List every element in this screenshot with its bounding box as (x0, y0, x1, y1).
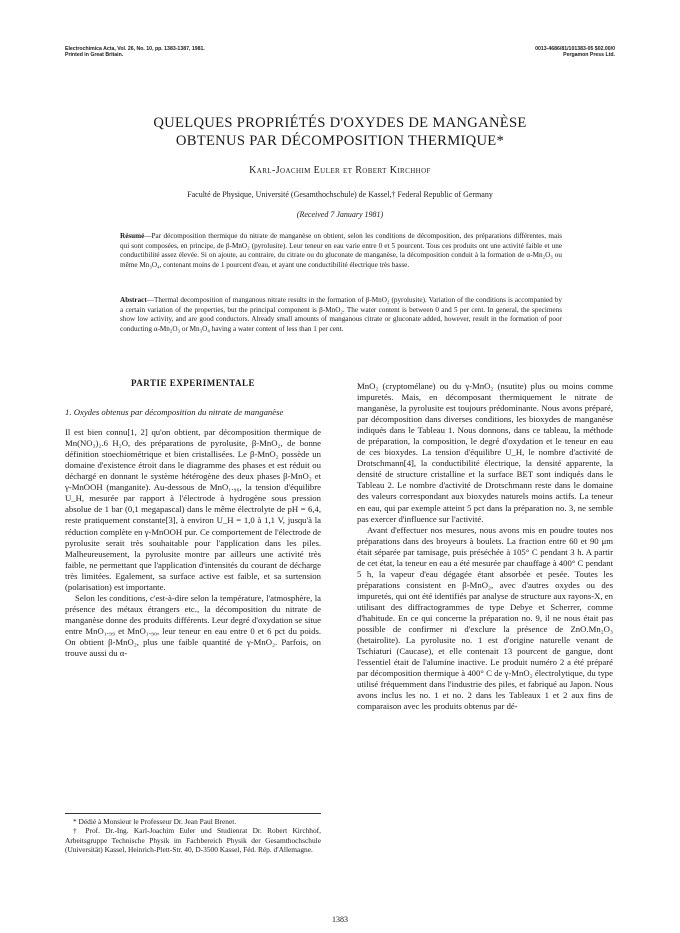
body-paragraph: Il est bien connu[1, 2] qu'on obtient, par décomposition thermique de Mn(NO₃)₂.6 H₂O, des préparations de pyrolusite, β-MnO₂, de bonne définition stoechiométrique et bien cristallisées. Le β-MnO₂ possède un domaine d'existence étroit dans le diagramme des phases et est réduit ou déchargé en donnant le système hétérogène des deux phases β-MnO₂ et γ-MnOOH (manganite). Au-dessous de MnO₁.₉₆, la tension d'équilibre U_H, mesurée par rapport à l'électrode à hydrogène sous pression absolue de 1 bar (0,1 megapascal) dans le même électrolyte de pH = 6,4, reste pratiquement constante[3], à environ U_H = 1,0 à 1,1 V, jusqu'à la réduction complète en γ-MnOOH pur. Ce comportement de l'électrode de pyrolusite serait très souhaitable pour l'application dans les piles. Malheureusement, la pyrolusite montre par ailleurs une activité très faible, ne permettant que l'application d'intensités du courant de décharge très limitées. Egalement, sa surface active est faible, et sa surtension (polarisation) est importante. (65, 427, 321, 592)
printed-in-line: Printed in Great Britain. (65, 52, 124, 59)
authors: Karl-Joachim Euler et Robert Kirchhof (249, 165, 431, 176)
footnotes (65, 813, 321, 855)
right-column (357, 381, 613, 712)
footnote-rule (65, 813, 321, 814)
abstract-french-text: —Par décomposition thermique du nitrate de manganèse on obtient, selon les conditions de décomposition, des préparations différentes, mais qui sont composées, en principe, de β-MnO₂ (pyrolusite). Leur teneur en eau varie entre 0 et 5 pourcent. Tous ces produits ont une activité faible et une conductibilité assez élevée. Si on ajoute, au contraire, du citrate ou du gluconate de manganèse, la décomposition conduit à la formation de α-Mn₂O₃ ou même Mn₃O₄, contenant moins de 1 pourcent d'eau, et ayant une conductibilité électrique très basse. (120, 232, 562, 269)
journal-citation (65, 46, 205, 58)
abstract-french-lead: Résumé (120, 232, 145, 240)
issn-line: 0013-4686/81/101383-05 $02.00/0 (535, 46, 615, 52)
subsection-heading: 1. Oxydes obtenus par décomposition du nitrate de manganèse (65, 407, 284, 418)
received-date: (Received 7 January 1981) (296, 210, 384, 219)
abstract-english-lead: Abstract (120, 296, 147, 304)
body-paragraph: Avant d'effectuer nos mesures, nous avons mis en poudre toutes nos préparations dans des broyeurs à boulets. La fraction entre 60 et 90 μm était séparée par tamisage, puis préséchée à 105° C pendant 3 h. A partir de cet état, la teneur en eau a été mesurée par chauffage à 400° C pendant 5 h, la vapeur d'eau dégagée étant absorbée et pesée. Toutes les préparations consistent en β-MnO₂, avec d'autres oxydes ou des impuretés, qui ont été identifiés par analyse de structure aux rayons-X, en utilisant des diffractogrammes de type Debye et Scherrer, comme d'habitude. En ce qui concerne la préparation no. 9, il ne nous était pas possible de confirmer ni d'exclure la présence de ZnO.Mn₂O₃ (hetairolite). La pyrolusite no. 1 est d'origine naturelle venant de Tschiaturi (Caucase), et elle contenait 13 pourcent de gangue, dont l'essentiel était de l'alumine inactive. Le produit numéro 2 a été préparé par décomposition thermique à 400° C de γ-MnO₂ électrolytique, du type utilisé fréquemment dans l'industrie des piles, et fabriqué au Japon. Nous avons inclus les no. 1 et no. 2 dans les Tableaux 1 et 2 aux fins de comparaison avec les produits obtenus par dé- (357, 524, 613, 712)
abstract-english-text: —Thermal decomposition of manganous nitrate results in the formation of β-MnO₂ (pyrolusite). Variation of the conditions is accompanied by a certain variation of the properties, but the principal component is β-MnO₂. The water content is between 0 and 5 per cent. In general, the specimens show low activity, and are good conductors. Already small amounts of manganous citrate or gluconate added, however, result in the formation of poor conducting α-Mn₂O₃ or Mn₃O₄ having a water content of less than 1 per cent. (120, 296, 562, 333)
publisher-line: Pergamon Press Ltd. (563, 52, 615, 59)
section-heading: PARTIE EXPERIMENTALE (130, 378, 256, 388)
title-line-1: QUELQUES PROPRIÉTÉS D'OXYDES DE MANGANÈSE (153, 115, 527, 131)
publisher-code (535, 46, 615, 58)
abstract-french (120, 232, 562, 270)
body-paragraph: Selon les conditions, c'est-à-dire selon la température, l'atmosphère, la présence des métaux étrangers etc., la décomposition du nitrate de manganèse donne des produits différents. Leur degré d'oxydation se situe entre MnO₁.₉₉ et MnO₁.₉₀, leur teneur en eau entre 0 et 6 pct du poids. On obtient β-MnO₂, plus une faible quantité de γ-MnO₂. Parfois, on trouve aussi du α- (65, 592, 321, 659)
abstract-english (120, 296, 562, 334)
body-paragraph: MnO₂ (cryptomélane) ou du γ-MnO₂ (nsutite) plus ou moins comme impuretés. Mais, en décomposant thermiquement le nitrate de manganèse, la pyrolusite est toujours prédominante. Nous avons préparé, par décomposition dans diverses conditions, les bioxydes de manganèse indiqués dans le Tableau 1. Nous donnons, dans ce tableau, la méthode de préparation, la composition, le degré d'oxydation et le teneur en eau de ces bioxydes. La tension d'équilibre U_H, le nombre d'activité de Drotschmann[4], la conductibilité électrique, la densité apparente, la densité de structure cristalline et la surface BET sont indiqués dans le Tableau 2. Le nombre d'activité de Drotschmann reste dans le domaine des valeurs correspondant aux bioxydes naturels moins actifs. La teneur en eau, qui par exemple atteint 5 pct dans la préparation no. 3, ne semble pas exercer d'influence sur l'activité. (357, 381, 613, 524)
left-column (65, 378, 321, 659)
footnote-authors: † Prof. Dr.-Ing. Karl-Joachim Euler und Studienrat Dr. Robert Kirchhof, Arbeitsgruppe Technische Physik im Fachbereich Physik der Gesamthochschule (Universität) Kassel, Heinrich-Plett-Str. 40, D-3500 Kassel, Féd. Rép. d'Allemagne. (65, 826, 321, 855)
page-number: 1383 (332, 915, 348, 924)
journal-citation-line: Electrochimica Acta, Vol. 26, No. 10, pp. 1383-1387, 1981. (65, 46, 205, 52)
article-title (60, 114, 620, 150)
footnote-dedication: * Dédié à Monsieur le Professeur Dr. Jean Paul Brenet. (73, 817, 237, 826)
affiliation: Faculté de Physique, Université (Gesamthochschule) de Kassel,† Federal Republic of Germany (187, 190, 493, 199)
title-line-2: OBTENUS PAR DÉCOMPOSITION THERMIQUE* (175, 133, 505, 149)
